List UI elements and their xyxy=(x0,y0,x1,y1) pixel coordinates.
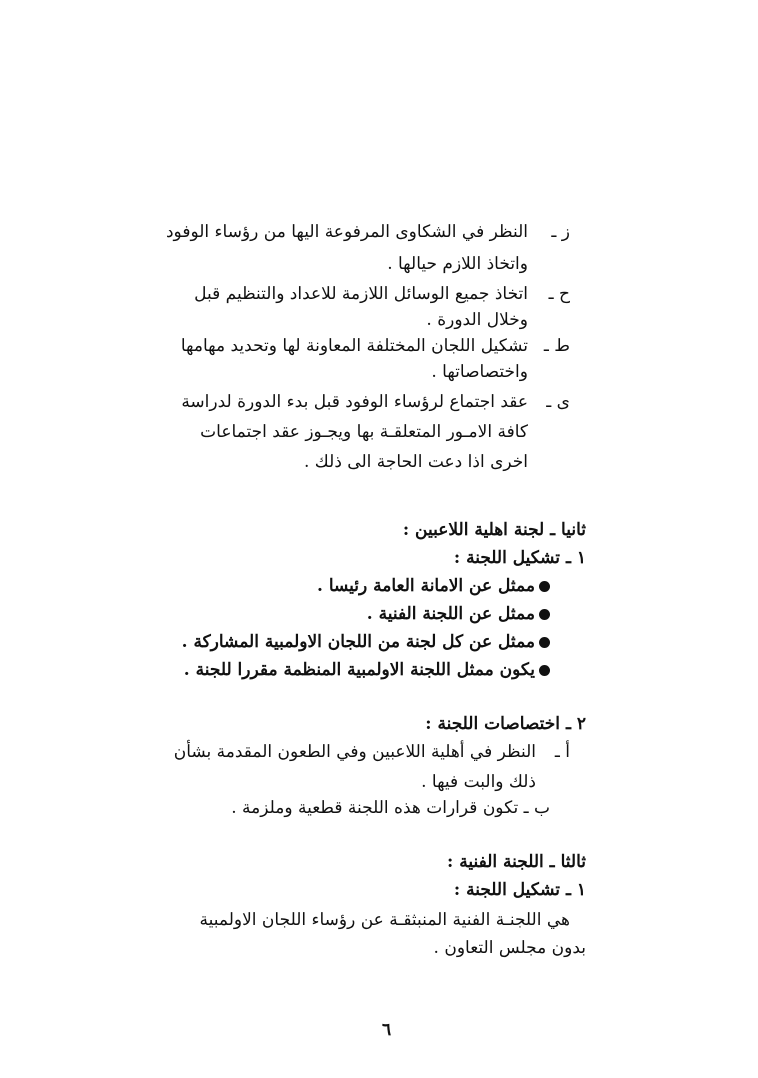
bullet-text-2: ممثل عن اللجنة الفنية . xyxy=(366,604,535,624)
item-y-line-3: اخرى اذا دعت الحاجة الى ذلك . xyxy=(304,452,528,472)
item-z-line-2: واتخاذ اللازم حيالها . xyxy=(387,254,528,274)
item-t-letter: ط ـ xyxy=(543,336,570,356)
section-2-heading: ثانيا ـ لجنة اهلية اللاعبين : xyxy=(402,520,586,540)
duty-a-letter: أ ـ xyxy=(554,742,570,762)
item-y-line-2: كافة الامـور المتعلقـة بها ويجـوز عقد اجتماعات xyxy=(200,422,528,442)
item-h-line-1: اتخاذ جميع الوسائل اللازمة للاعداد والتنظيم قبل xyxy=(194,284,528,304)
duty-a-line-2: ذلك والبت فيها . xyxy=(421,772,536,792)
section-3-subheading-formation: ١ ـ تشكيل اللجنة : xyxy=(453,880,586,900)
section-3-paragraph-line-2: بدون مجلس التعاون . xyxy=(433,938,586,958)
bullet-dot-icon xyxy=(539,637,550,648)
item-y-letter: ى ـ xyxy=(546,392,570,412)
item-h-line-2: وخلال الدورة . xyxy=(426,310,528,330)
bullet-item-1 xyxy=(317,574,550,598)
duty-b-line: ب ـ تكون قرارات هذه اللجنة قطعية وملزمة . xyxy=(231,798,550,818)
section-3-heading: ثالثا ـ اللجنة الفنية : xyxy=(447,852,586,872)
bullet-item-2 xyxy=(367,602,550,626)
duty-a-line-1: النظر في أهلية اللاعبين وفي الطعون المقدمة بشأن xyxy=(173,742,536,762)
item-h-letter: ح ـ xyxy=(548,284,570,304)
bullet-dot-icon xyxy=(539,609,550,620)
bullet-text-4: يكون ممثل اللجنة الاولمبية المنظمة مقررا للجنة . xyxy=(183,660,535,680)
bullet-dot-icon xyxy=(539,665,550,676)
item-z-letter: ز ـ xyxy=(551,222,570,242)
page-number: ٦ xyxy=(382,1020,392,1040)
section-2-subheading-duties: ٢ ـ اختصاصات اللجنة : xyxy=(425,714,586,734)
section-3-paragraph-line-1: هي اللجنـة الفنية المنبثقـة عن رؤساء اللجان الاولمبية xyxy=(199,910,570,930)
bullet-dot-icon xyxy=(539,581,550,592)
bullet-item-3 xyxy=(182,630,550,654)
bullet-text-1: ممثل عن الامانة العامة رئيسا . xyxy=(316,576,535,596)
bullet-item-4 xyxy=(184,658,550,682)
section-2-subheading-formation: ١ ـ تشكيل اللجنة : xyxy=(453,548,586,568)
item-z-line-1: النظر في الشكاوى المرفوعة اليها من رؤساء الوفود xyxy=(165,222,528,242)
item-t-line-2: واختصاصاتها . xyxy=(431,362,528,382)
bullet-text-3: ممثل عن كل لجنة من اللجان الاولمبية المشاركة . xyxy=(181,632,535,652)
item-t-line-1: تشكيل اللجان المختلفة المعاونة لها وتحديد مهامها xyxy=(180,336,528,356)
item-y-line-1: عقد اجتماع لرؤساء الوفود قبل بدء الدورة لدراسة xyxy=(181,392,528,412)
